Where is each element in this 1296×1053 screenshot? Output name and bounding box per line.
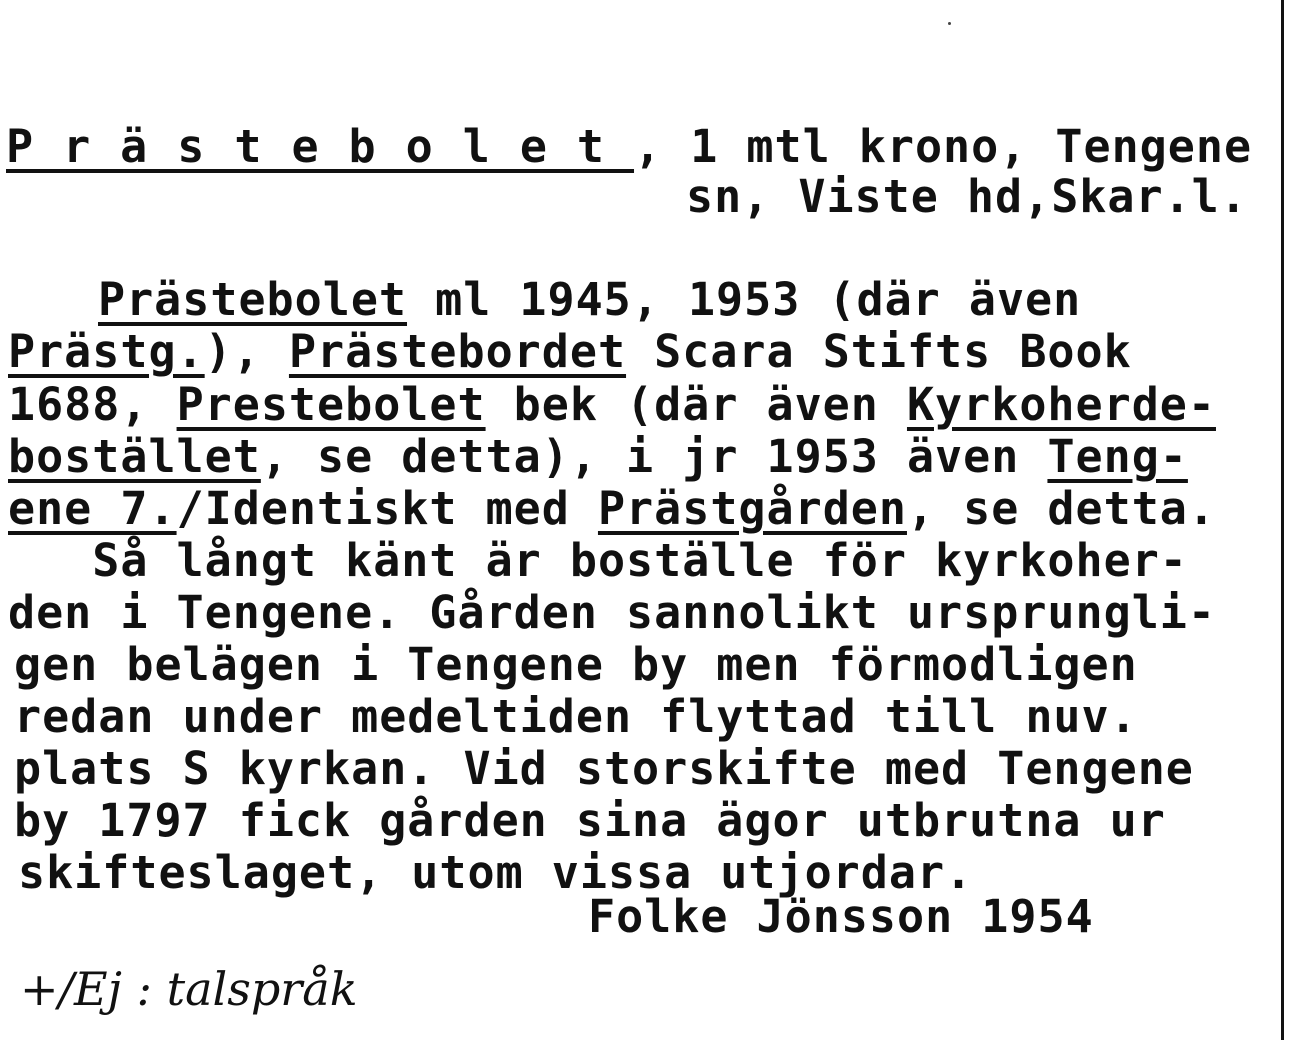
name-prastgarden: Prästgården: [597, 482, 907, 535]
name-prastebolet: Prästebolet: [98, 273, 408, 326]
name-prastg: Prästg.: [8, 325, 205, 378]
name-prestebolet: Prestebolet: [176, 378, 486, 431]
signature: Folke Jönsson 1954: [588, 890, 1094, 943]
body-text: 1688,: [8, 378, 177, 431]
body-line-4: [8, 432, 1188, 482]
body-text: ),: [204, 325, 289, 378]
body-line-8: gen belägen i Tengene by men förmodligen: [14, 638, 1138, 691]
body-line-10: plats S kyrkan. Vid storskifte med Tengene: [14, 742, 1194, 795]
body-line-3: [8, 380, 1216, 430]
body-line-11: by 1797 fick gården sina ägor utbrutna ur: [14, 794, 1166, 847]
heading-title-punct: ,: [634, 120, 663, 173]
heading-rest-1: 1 mtl krono, Tengene: [662, 120, 1253, 173]
paper-speck: [948, 22, 951, 25]
handwritten-note: +/Ej : talspråk: [20, 962, 358, 1016]
name-prastebordet: Prästebordet: [288, 325, 627, 378]
body-text: , se detta), i jr 1953 även: [260, 430, 1048, 483]
body-line-2: [8, 327, 1132, 377]
body-text: /Identiskt med: [176, 482, 598, 535]
body-line-9: redan under medeltiden flyttad till nuv.: [14, 690, 1138, 743]
body-line-12: skifteslaget, utom vissa utjordar.: [18, 846, 974, 899]
card-edge: [1281, 0, 1284, 1040]
body-line-7: den i Tengene. Gården sannolikt ursprungli-: [8, 586, 1216, 639]
name-tengene-7: ene 7.: [8, 482, 177, 535]
body-text: ml 1945, 1953 (där även: [407, 273, 1082, 326]
name-bostallet: bostället: [8, 430, 261, 483]
name-kyrkoherde: Kyrkoherde-: [906, 378, 1216, 431]
body-line-5: [8, 484, 1216, 534]
heading-line-1: [6, 122, 1252, 172]
heading-title: Prästebolet: [6, 120, 635, 173]
name-teng: Teng-: [1047, 430, 1188, 483]
body-line-6: Så långt känt är boställe för kyrkoher-: [8, 534, 1188, 587]
body-text: Scara Stifts Book: [626, 325, 1132, 378]
body-line-1: [98, 275, 1081, 325]
body-text: bek (där även: [485, 378, 907, 431]
body-text: , se detta.: [906, 482, 1216, 535]
heading-line-2: sn, Viste hd,Skar.l.: [686, 170, 1248, 223]
